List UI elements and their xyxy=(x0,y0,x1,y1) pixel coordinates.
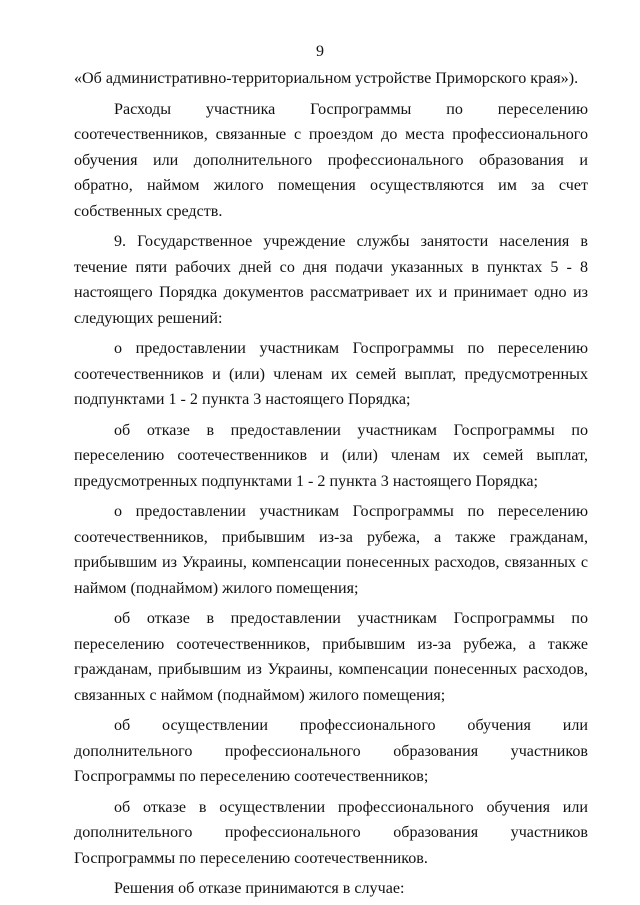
paragraph-3: 9. Государственное учреждение службы занятости населения в течение пяти рабочих дней со дня подачи указанных в пунктах 5 - 8 настоящего Порядка документов рассматривает их и принимает одно из следующих решений: xyxy=(74,233,588,327)
paragraph-8: об осуществлении профессионального обучения или дополнительного профессионального образования участников Госпрограммы по переселению соотечественников; xyxy=(74,717,588,785)
paragraph-9: об отказе в осуществлении профессионального обучения или дополнительного профессионального образования участников Госпрограммы по переселению соотечественников. xyxy=(74,798,588,867)
paragraph-10: Решения об отказе принимаются в случае: xyxy=(114,880,405,897)
paragraph-4: о предоставлении участникам Госпрограммы по переселению соотечественников и (или) членам их семей выплат, предусмотренных подпунктами 1 - 2 пункта 3 настоящего Порядка; xyxy=(74,340,588,408)
document-body xyxy=(74,66,588,902)
paragraph-7: об отказе в предоставлении участникам Госпрограммы по переселению соотечественников, прибывшим из-за рубежа, а также гражданам, прибывшим из Украины, компенсации понесенных расходов, связанных с наймом (поднаймом) жилого помещения; xyxy=(74,610,588,704)
paragraph-5: об отказе в предоставлении участникам Госпрограммы по переселению соотечественников и (или) членам их семей выплат, предусмотренных подпунктами 1 - 2 пункта 3 настоящего Порядка; xyxy=(74,421,588,490)
paragraph-6: о предоставлении участникам Госпрограммы по переселению соотечественников, прибывшим из-за рубежа, а также гражданам, прибывшим из Украины, компенсации понесенных расходов, связанных с наймом (поднаймом) жилого помещения; xyxy=(74,503,588,597)
page-number: 9 xyxy=(316,43,324,60)
paragraph-2: Расходы участника Госпрограммы по переселению соотечественников, связанные с проездом до места профессионального обучения или дополнительного профессионального образования и обратно, наймом жилого помещения осуществляются им за счет собственных средств. xyxy=(74,100,588,220)
paragraph-1: «Об административно-территориальном устройстве Приморского края»). xyxy=(74,70,579,87)
